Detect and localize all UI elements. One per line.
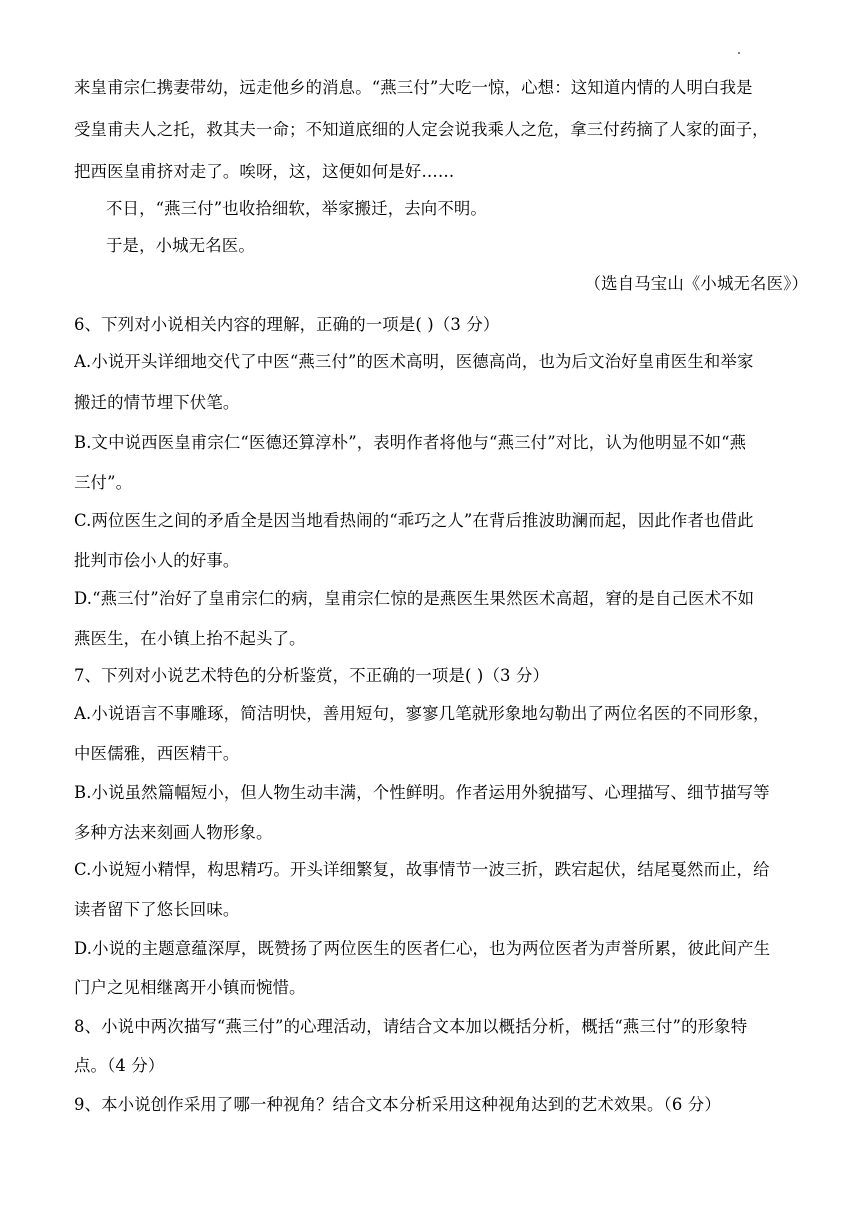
question-6-option-a-cont: 搬迁的情节埋下伏笔。 xyxy=(74,393,240,412)
question-7-option-a: A.小说语言不事雕琢，简洁明快，善用短句，寥寥几笔就形象地勾勒出了两位名医的不同形象， xyxy=(74,704,770,723)
question-6-option-c: C.两位医生之间的矛盾全是因当地看热闹的“乖巧之人”在背后推波助澜而起，因此作者也借此 xyxy=(74,511,754,530)
passage-paragraph: 不日，“燕三付”也收拾细软，举家搬迁，去向不明。 xyxy=(106,199,487,218)
question-7-option-c: C.小说短小精悍，构思精巧。开头详细繁复，故事情节一波三折，跌宕起伏，结尾戛然而止，给 xyxy=(74,860,770,879)
question-6-option-b-cont: 三付”。 xyxy=(74,473,133,492)
question-6-option-a: A.小说开头详细地交代了中医“燕三付”的医术高明，医德高尚，也为后文治好皇甫医生和举家 xyxy=(74,352,754,371)
question-8-stem-cont: 点。（4 分） xyxy=(74,1056,165,1075)
question-6-stem: 6、下列对小说相关内容的理解，正确的一项是( )（3 分） xyxy=(74,315,500,334)
question-6-option-d: D.“燕三付”治好了皇甫宗仁的病，皇甫宗仁惊的是燕医生果然医术高超，窘的是自己医术不如 xyxy=(74,589,755,608)
question-7-option-d-cont: 门户之见相继离开小镇而惋惜。 xyxy=(74,978,306,997)
passage-line: 把西医皇甫挤对走了。唉呀，这，这便如何是好…… xyxy=(74,162,455,181)
question-6-option-d-cont: 燕医生，在小镇上抬不起头了。 xyxy=(74,629,306,648)
question-9-stem: 9、本小说创作采用了哪一种视角？结合文本分析采用这种视角达到的艺术效果。（6 分） xyxy=(74,1095,721,1114)
passage-line: 来皇甫宗仁携妻带幼，远走他乡的消息。“燕三付”大吃一惊，心想：这知道内情的人明白我是 xyxy=(74,78,753,97)
question-7-option-d: D.小说的主题意蕴深厚，既赞扬了两位医生的医者仁心，也为两位医者为声誉所累，彼此间产生 xyxy=(74,939,771,958)
passage-line: 受皇甫夫人之托，救其夫一命；不知道底细的人定会说我乘人之危，拿三付药摘了人家的面子， xyxy=(74,120,769,139)
question-7-option-b: B.小说虽然篇幅短小，但人物生动丰满，个性鲜明。作者运用外貌描写、心理描写、细节描写等 xyxy=(74,783,770,802)
passage-paragraph: 于是，小城无名医。 xyxy=(106,236,255,255)
question-7-stem: 7、下列对小说艺术特色的分析鉴赏，不正确的一项是( )（3 分） xyxy=(74,666,550,685)
question-6-option-c-cont: 批判市侩小人的好事。 xyxy=(74,551,240,570)
question-6-option-b: B.文中说西医皇甫宗仁“医德还算淳朴”，表明作者将他与“燕三付”对比，认为他明显不如“燕 xyxy=(74,433,747,452)
source-citation: （选自马宝山《小城无名医》） xyxy=(584,274,808,293)
question-7-option-b-cont: 多种方法来刻画人物形象。 xyxy=(74,823,273,842)
question-8-stem: 8、小说中两次描写“燕三付”的心理活动，请结合文本加以概括分析，概括“燕三付”的形象特 xyxy=(74,1017,748,1036)
question-7-option-a-cont: 中医儒雅，西医精干。 xyxy=(74,744,240,763)
page-mark xyxy=(738,52,740,54)
question-7-option-c-cont: 读者留下了悠长回味。 xyxy=(74,900,240,919)
